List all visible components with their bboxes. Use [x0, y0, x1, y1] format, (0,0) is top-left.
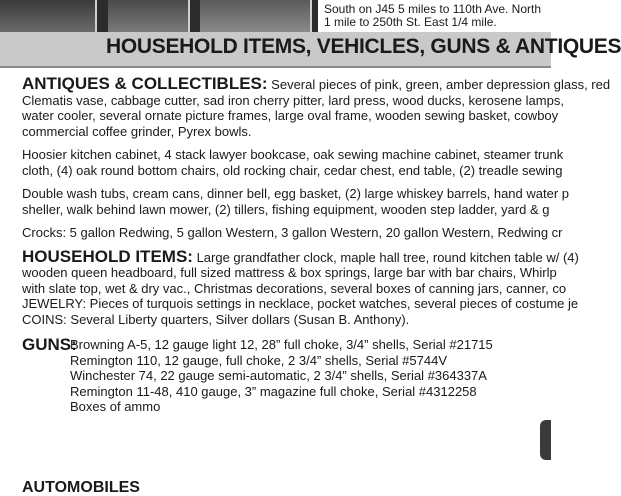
gun-item: Boxes of ammo	[70, 399, 161, 414]
antiques-section	[22, 74, 611, 139]
household-line: with slate top, wet & dry vac., Christmas decorations, several boxes of canning jars, canner, co	[22, 280, 567, 296]
auction-listing	[22, 74, 611, 496]
outdoor-line: sheller, walk behind lawn mower, (2) tillers, fishing equipment, wooden step ladder, yard & g	[22, 201, 550, 217]
item-photo-edge	[540, 420, 551, 460]
gun-item: Browning A-5, 12 gauge light 12, 28” full choke, 3/4” shells, Serial #21715	[70, 337, 493, 352]
section-banner	[0, 32, 621, 68]
household-text: Large grandfather clock, maple hall tree, round kitchen table w/ (4)	[192, 249, 579, 265]
automobiles-heading: AUTOMOBILES	[22, 479, 140, 496]
gun-item: Remington 110, 12 gauge, full choke, 2 3/4” shells, Serial #5744V	[70, 352, 447, 368]
household-section	[22, 246, 579, 328]
directions-text	[318, 0, 551, 32]
household-line: wooden queen headboard, full sized mattress & box springs, large bar with bar chairs, Whirlp	[22, 265, 557, 280]
coins-line: COINS: Several Liberty quarters, Silver dollars (Susan B. Anthony).	[22, 311, 410, 327]
banner-title: HOUSEHOLD ITEMS, VEHICLES, GUNS & ANTIQUES	[106, 35, 621, 58]
outdoor-section	[22, 186, 570, 217]
antiques-line: water cooler, several ornate picture frames, large oval frame, wooden sewing basket, cowboy	[22, 108, 559, 123]
outdoor-line: Double wash tubs, cream cans, dinner bell, egg basket, (2) large whiskey barrels, hand water p	[22, 186, 570, 201]
guns-row	[22, 337, 551, 415]
jewelry-line: JEWELRY: Pieces of turquois settings in necklace, pocket watches, several pieces of costume je	[22, 296, 579, 311]
guns-list	[70, 337, 493, 415]
household-line	[22, 246, 579, 266]
furniture-section	[22, 147, 564, 178]
household-heading: HOUSEHOLD ITEMS:	[22, 246, 193, 266]
directions-line: 1 mile to 250th St. East 1/4 mile.	[324, 15, 497, 29]
item-photo	[200, 0, 312, 32]
gun-item: Winchester 74, 22 gauge semi-automatic, 2 3/4” shells, Serial #364337A	[70, 368, 487, 383]
item-photo	[108, 0, 190, 32]
antiques-text: Several pieces of pink, green, amber depression glass, red	[267, 77, 611, 92]
furniture-line: cloth, (4) oak round bottom chairs, old rocking chair, cedar chest, end table, (2) treadle sewing	[22, 162, 563, 178]
guns-heading: GUNS:	[22, 335, 77, 354]
gun-item: Remington 11-48, 410 gauge, 3” magazine full choke, Serial #4312258	[70, 383, 477, 399]
directions-line: South on J45 5 miles to 110th Ave. North	[324, 2, 542, 16]
crocks-line: Crocks: 5 gallon Redwing, 5 gallon Western, 3 gallon Western, 20 gallon Western, Redwing cr	[22, 225, 563, 240]
guns-section	[22, 337, 551, 415]
crocks-section	[22, 225, 563, 241]
antiques-line: Clematis vase, cabbage cutter, sad iron cherry pitter, lard press, wood ducks, kerosene lamps,	[22, 92, 564, 108]
item-photo	[0, 0, 97, 32]
antiques-line	[22, 74, 611, 93]
antiques-line: commercial coffee grinder, Pyrex bowls.	[22, 123, 252, 139]
antiques-heading: ANTIQUES & COLLECTIBLES:	[22, 74, 268, 93]
furniture-line: Hoosier kitchen cabinet, 4 stack lawyer bookcase, oak sewing machine cabinet, steamer trunk	[22, 147, 564, 162]
